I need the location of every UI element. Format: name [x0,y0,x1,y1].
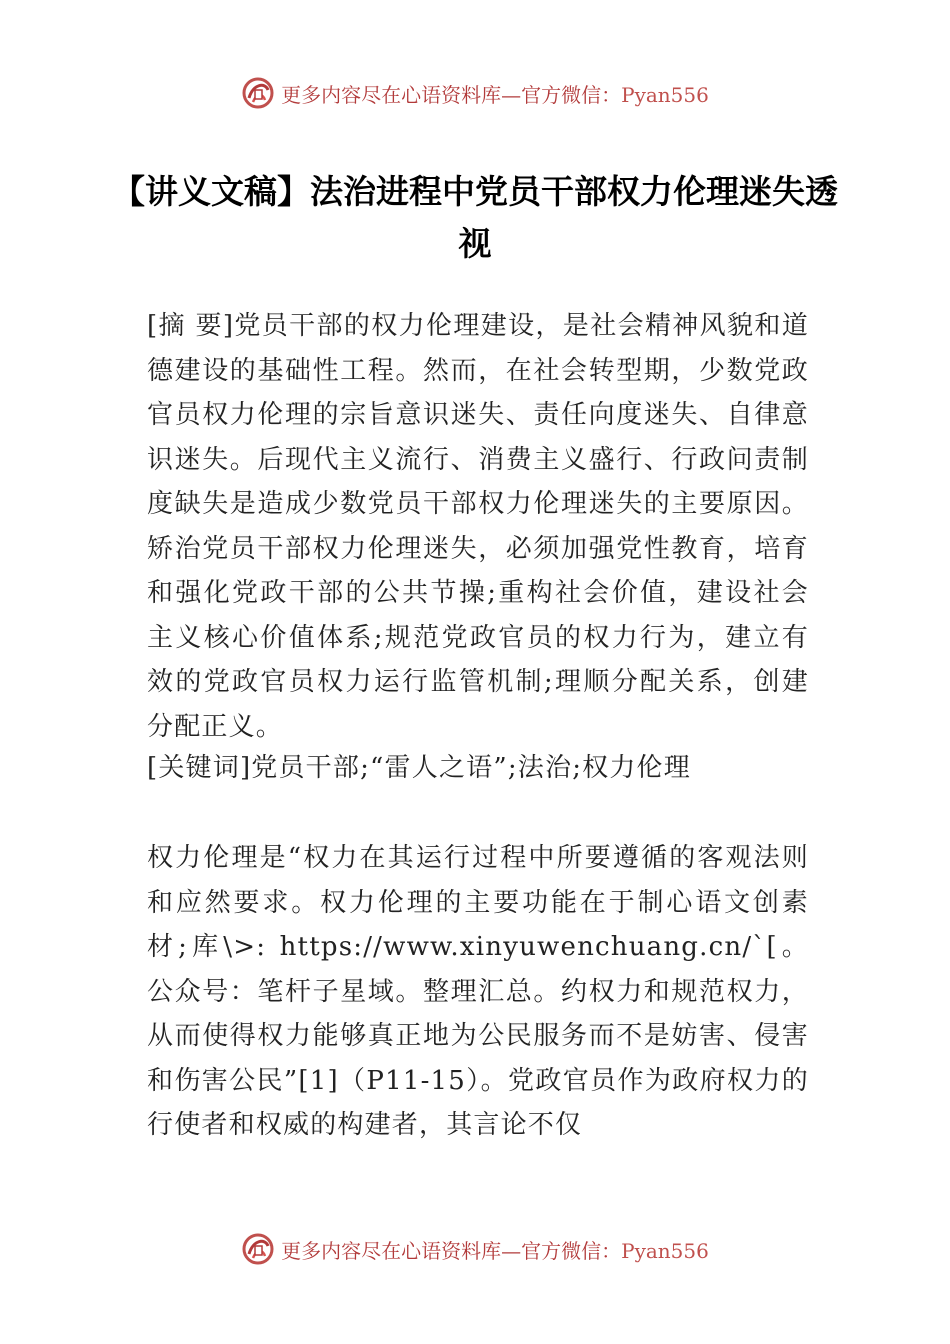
abstract-paragraph: [摘 要]党员干部的权力伦理建设，是社会精神风貌和道德建设的基础性工程。然而，在社会转型期，少数党政官员权力伦理的宗旨意识迷失、责任向度迷失、自律意识迷失。后现代主义流行、消费主义盛行、行政问责制度缺失是造成少数党员干部权力伦理迷失的主要原因。矫治党员干部权力伦理迷失，必须加强党性教育，培育和强化党政干部的公共节操;重构社会价值，建设社会主义核心价值体系;规范党政官员的权力行为，建立有效的党政官员权力运行监管机制;理顺分配关系，创建分配正义。 [147,311,809,742]
red-swirl-logo-icon [241,76,275,110]
banner-text: 更多内容尽在心语资料库—官方微信：Pyan556 [281,82,709,107]
banner-text: 更多内容尽在心语资料库—官方微信：Pyan556 [281,1238,709,1263]
red-swirl-logo-icon [241,1232,275,1266]
keywords-line: [关键词]党员干部;“雷人之语”;法治;权力伦理 [147,753,691,783]
document-title: 【讲义文稿】法治进程中党员干部权力伦理迷失透视 [112,172,838,263]
wechat-id: Pyan556 [621,82,709,107]
wechat-id: Pyan556 [621,1238,709,1263]
header-banner [0,76,950,110]
body-paragraph: 权力伦理是“权力在其运行过程中所要遵循的客观法则和应然要求。权力伦理的主要功能在于制心语文创素材;库\>: https://www.xinyuwenchuang.cn/`[。公众号：笔杆子星域。整理汇总。约权力和规范权力，从而使得权力能够真正地为公民服务而不是妨害、侵害和伤害公民”[1]（P11-15）。党政官员作为政府权力的行使者和权威的构建者，其言论不仅 [147,843,809,1140]
footer-banner [0,1232,950,1266]
